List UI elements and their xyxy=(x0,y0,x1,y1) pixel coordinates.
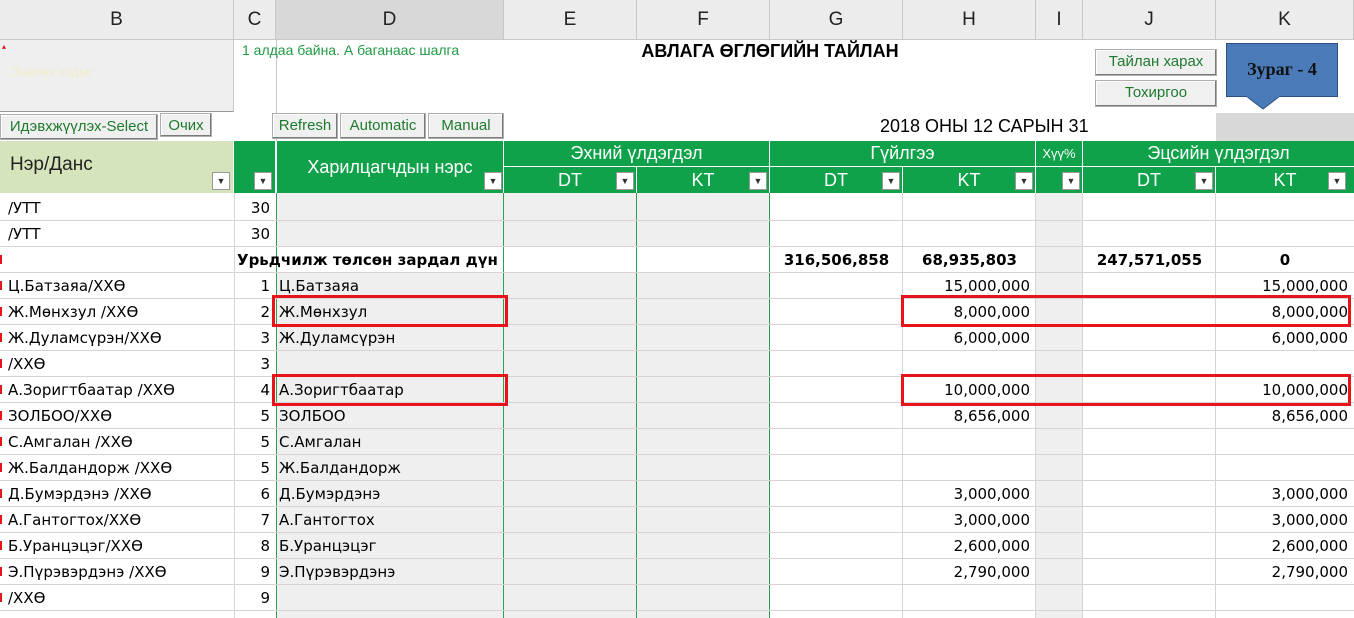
gray-block xyxy=(1216,113,1354,141)
cell-d[interactable]: ЗОЛБОО xyxy=(279,407,346,425)
cell-b[interactable] xyxy=(8,247,232,273)
filter-dropdown-c[interactable]: ▼ xyxy=(254,172,272,190)
cell-d[interactable]: Ц.Батзаяа xyxy=(279,277,360,295)
closing-balance-header: Эцсийн үлдэгдэл xyxy=(1083,141,1354,167)
row-error-marker xyxy=(0,411,2,420)
cell-h[interactable] xyxy=(903,221,1036,247)
opening-kt-header: KT xyxy=(637,167,770,193)
cell-h[interactable]: 6,000,000 xyxy=(953,329,1030,347)
column-header-k[interactable]: K xyxy=(1216,0,1354,40)
cell-c[interactable]: 6 xyxy=(260,485,270,503)
cell-h[interactable]: 8,000,000 xyxy=(953,303,1030,321)
cell-k[interactable]: 6,000,000 xyxy=(1271,329,1348,347)
column-header-g[interactable]: G xyxy=(770,0,903,40)
cell-b[interactable]: /ХХӨ xyxy=(8,355,46,373)
transactions-kt-header: KT xyxy=(903,167,1036,193)
column-header-i[interactable]: I xyxy=(1036,0,1083,40)
highlight-box xyxy=(901,295,1351,327)
row-error-marker xyxy=(0,463,2,472)
rate-header: Хүү% xyxy=(1036,141,1083,167)
row-error-marker xyxy=(0,515,2,524)
column-header-e[interactable]: E xyxy=(504,0,637,40)
cell-h[interactable] xyxy=(903,585,1036,611)
refresh-button[interactable]: Refresh xyxy=(272,113,338,139)
cell-g[interactable]: 316,506,858 xyxy=(783,251,890,269)
cell-j[interactable]: 247,571,055 xyxy=(1096,251,1203,269)
error-marker: ▴ xyxy=(2,42,7,51)
filter-dropdown-g[interactable]: ▼ xyxy=(882,172,900,190)
cell-h[interactable]: 10,000,000 xyxy=(944,381,1030,399)
cell-d[interactable]: Э.Пүрэвэрдэнэ xyxy=(279,563,396,581)
clear-button[interactable]: Очих xyxy=(160,113,212,137)
cell-c[interactable]: 30 xyxy=(250,225,270,243)
row-error-marker xyxy=(0,307,2,316)
name-account-label: Нэр/Данс xyxy=(10,154,93,175)
cell-d[interactable]: Урьдчилж төлсөн зардал дүн xyxy=(237,251,498,269)
cell-c[interactable]: 5 xyxy=(260,407,270,425)
column-header-h[interactable]: H xyxy=(903,0,1036,40)
cell-d[interactable]: Ж.Дуламсүрэн xyxy=(279,329,396,347)
callout-label: Зураг - 4 xyxy=(1247,59,1317,79)
row-error-marker xyxy=(0,255,2,264)
cell-h[interactable] xyxy=(903,429,1036,455)
cell-c[interactable]: 5 xyxy=(260,433,270,451)
cell-h[interactable]: 3,000,000 xyxy=(953,485,1030,503)
cell-c[interactable]: 3 xyxy=(260,329,270,347)
cell-c[interactable]: 4 xyxy=(260,381,270,399)
opening-balance-header: Эхний үлдэгдэл xyxy=(504,141,770,167)
cell-d[interactable]: Д.Бумэрдэнэ xyxy=(279,485,381,503)
filter-dropdown-j[interactable]: ▼ xyxy=(1195,172,1213,190)
cell-b[interactable]: Ц.Батзаяа/ХХӨ xyxy=(8,277,126,295)
cell-c[interactable]: 1 xyxy=(260,277,270,295)
row-error-marker xyxy=(0,281,2,290)
cell-d[interactable]: С.Амгалан xyxy=(279,433,362,451)
transactions-dt-header: DT xyxy=(770,167,903,193)
transactions-header: Гүйлгээ xyxy=(770,141,1036,167)
filter-dropdown-h[interactable]: ▼ xyxy=(1015,172,1033,190)
column-header-c[interactable]: C xyxy=(234,0,276,40)
cell-d[interactable]: Ж.Мөнхзул xyxy=(279,303,368,321)
cell-k[interactable] xyxy=(1216,221,1354,247)
cell-h[interactable]: 15,000,000 xyxy=(944,277,1030,295)
cell-b[interactable]: С.Амгалан /ХХӨ xyxy=(8,433,133,451)
column-header-d[interactable]: D xyxy=(276,0,504,40)
row-error-marker xyxy=(0,437,2,446)
cell-b[interactable]: А.Гантогтох/ХХӨ xyxy=(8,511,142,529)
cell-d[interactable] xyxy=(279,221,503,247)
highlight-box xyxy=(272,374,508,406)
status-message: 1 алдаа байна. А баганаас шалга xyxy=(242,42,460,58)
cell-d[interactable]: Ж.Балдандорж xyxy=(279,459,401,477)
cell-h[interactable]: 8,656,000 xyxy=(953,407,1030,425)
cell-c[interactable]: 5 xyxy=(260,459,270,477)
sort-select-button[interactable]: Идэвхжүүлэх-Select xyxy=(0,114,158,140)
cell-k[interactable]: 3,000,000 xyxy=(1271,485,1348,503)
filter-dropdown-k[interactable]: ▼ xyxy=(1328,172,1346,190)
cell-k[interactable]: 3,000,000 xyxy=(1271,511,1348,529)
closing-kt-header: KT xyxy=(1216,167,1354,193)
automatic-button[interactable]: Automatic xyxy=(340,113,426,139)
report-date: 2018 ОНЫ 12 САРЫН 31 xyxy=(880,116,1089,136)
cell-b[interactable]: /ХХӨ xyxy=(8,589,46,607)
cell-b[interactable]: /УТТ xyxy=(8,225,41,243)
cell-b[interactable]: Ж.Балдандорж /ХХӨ xyxy=(8,459,173,477)
cell-c[interactable]: 8 xyxy=(260,537,270,555)
partner-name-label: Харилцагчдын нэрс xyxy=(307,157,473,177)
faded-hint-text: Зөвлөх кодыг xyxy=(12,64,94,79)
partner-name-header xyxy=(276,141,504,193)
cell-c[interactable]: 7 xyxy=(260,511,270,529)
closing-dt-header: DT xyxy=(1083,167,1216,193)
cell-b[interactable]: Э.Пүрэвэрдэнэ /ХХӨ xyxy=(8,563,167,581)
cell-k[interactable]: 10,000,000 xyxy=(1262,381,1348,399)
view-report-button[interactable]: Тайлан харах xyxy=(1095,49,1217,76)
opening-dt-header: DT xyxy=(504,167,637,193)
row-error-marker xyxy=(0,593,2,602)
row-error-marker xyxy=(0,333,2,342)
cell-d[interactable]: А.Зоригтбаатар xyxy=(279,381,404,399)
cell-k[interactable]: 2,600,000 xyxy=(1271,537,1348,555)
filter-dropdown-e[interactable]: ▼ xyxy=(616,172,634,190)
filter-dropdown-i[interactable]: ▼ xyxy=(1062,172,1080,190)
cell-b[interactable]: Б.Уранцэцэг/ХХӨ xyxy=(8,537,143,555)
cell-k[interactable]: 2,790,000 xyxy=(1271,563,1348,581)
row-error-marker xyxy=(0,541,2,550)
column-header-b[interactable]: B xyxy=(0,0,234,40)
cell-c[interactable]: 3 xyxy=(260,355,270,373)
cell-k[interactable]: 8,656,000 xyxy=(1271,407,1348,425)
cell-c[interactable]: 2 xyxy=(260,303,270,321)
filter-dropdown-f[interactable]: ▼ xyxy=(749,172,767,190)
settings-button[interactable]: Тохиргоо xyxy=(1095,80,1217,107)
cell-h[interactable] xyxy=(903,455,1036,481)
column-header-j[interactable]: J xyxy=(1083,0,1216,40)
cell-d[interactable] xyxy=(279,585,503,611)
cell-b[interactable]: ЗОЛБОО/ХХӨ xyxy=(8,407,113,425)
cell-d[interactable]: А.Гантогтох xyxy=(279,511,375,529)
report-title: АВЛАГА ӨГЛӨГИЙН ТАЙЛАН xyxy=(641,41,899,61)
row-error-marker xyxy=(0,385,2,394)
cell-c[interactable]: 9 xyxy=(260,563,270,581)
cell-b[interactable]: А.Зоригтбаатар /ХХӨ xyxy=(8,381,175,399)
cell-k[interactable]: 8,000,000 xyxy=(1271,303,1348,321)
cell-h[interactable] xyxy=(903,195,1036,221)
cell-k[interactable] xyxy=(1216,455,1354,481)
callout-shape xyxy=(1226,43,1338,97)
cell-h[interactable]: 3,000,000 xyxy=(953,511,1030,529)
cell-k[interactable]: 0 xyxy=(1279,251,1291,269)
row-error-marker xyxy=(0,489,2,498)
highlight-box xyxy=(901,374,1351,406)
column-header-f[interactable]: F xyxy=(637,0,770,40)
cell-h[interactable]: 2,600,000 xyxy=(953,537,1030,555)
cell-k[interactable] xyxy=(1216,195,1354,221)
cell-c[interactable]: 30 xyxy=(250,199,270,217)
row-error-marker xyxy=(0,567,2,576)
cell-b[interactable]: Ж.Мөнхзул /ХХӨ xyxy=(8,303,139,321)
filter-dropdown-b[interactable]: ▼ xyxy=(212,172,230,190)
manual-button[interactable]: Manual xyxy=(428,113,504,139)
callout-pointer xyxy=(1246,96,1280,110)
cell-b[interactable]: /УТТ xyxy=(8,199,41,217)
cell-k[interactable]: 15,000,000 xyxy=(1262,277,1348,295)
cell-k[interactable] xyxy=(1216,585,1354,611)
cell-h[interactable]: 68,935,803 xyxy=(922,251,1017,269)
cell-k[interactable] xyxy=(1216,429,1354,455)
row-error-marker xyxy=(0,359,2,368)
cell-b[interactable]: Д.Бумэрдэнэ /ХХӨ xyxy=(8,485,152,503)
cell-d[interactable] xyxy=(279,195,503,221)
cell-b[interactable]: Ж.Дуламсүрэн/ХХӨ xyxy=(8,329,162,347)
cell-d[interactable]: Б.Уранцэцэг xyxy=(279,537,377,555)
cell-h[interactable]: 2,790,000 xyxy=(953,563,1030,581)
cell-c[interactable]: 9 xyxy=(260,589,270,607)
filter-dropdown-d[interactable]: ▼ xyxy=(484,172,502,190)
highlight-box xyxy=(272,295,508,327)
